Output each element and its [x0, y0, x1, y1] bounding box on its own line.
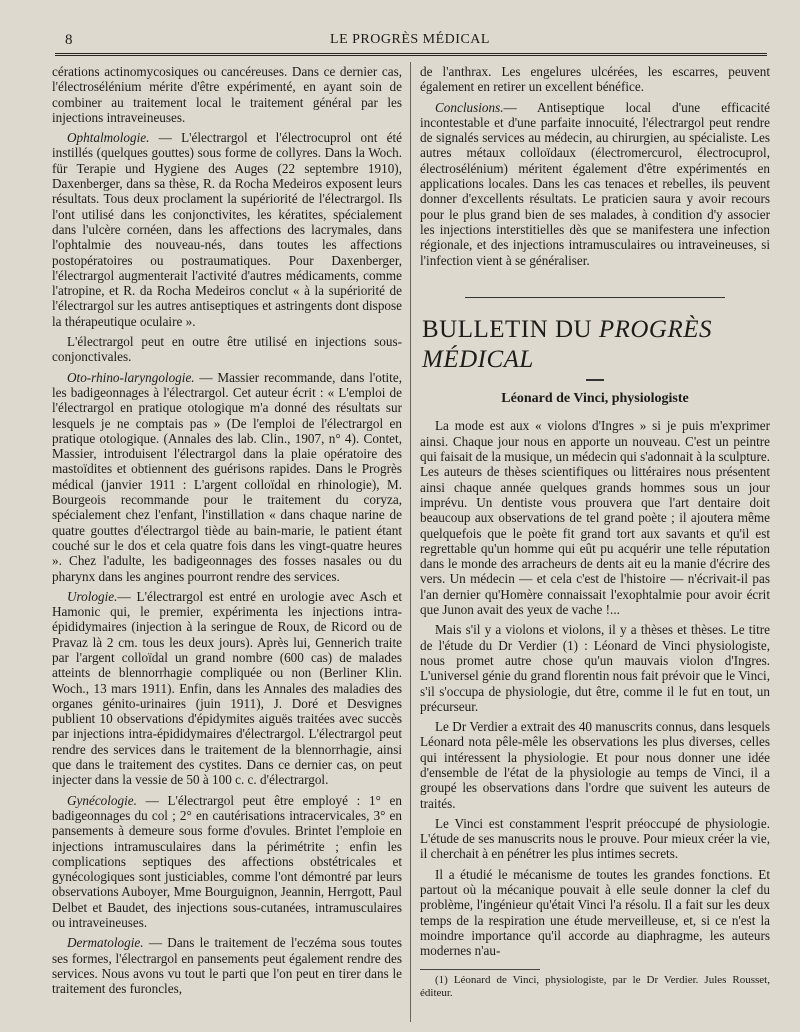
right_column_article-paragraph: Mais s'il y a violons et violons, il y a thèses et thèses. Le titre de l'étude du Dr Verdier (1) : Léonard de Vinci physiologiste, nous promet autre chose qu'un mauvais violon d'Ingres. L'universel génie du grand florentin nous fait prévoir que le Vinci, s'il s'occupa de physiologie, dut être, comme il le fut en tout, un précurseur.	[420, 622, 770, 714]
right_column_article-paragraph: Il a étudié le mécanisme de toutes les grandes fonctions. Et partout où la mécanique pouvait à elle seule donner la clef du problème, l'ingénieur qu'était Vinci l'a résolu. Il a fait sur les deux temps de la respiration une étude merveilleuse, et, si ce n'est la moindre importance qu'il accorde au diaphragme, les auteurs modernes n'au-	[420, 866, 770, 959]
right_column_top-paragraph	[420, 100, 770, 268]
footnote-rule	[420, 969, 540, 970]
left_column-paragraph	[52, 334, 402, 365]
paragraph-text: — Massier recommande, dans l'otite, les badigeonnages à l'électrargol. Cet auteur écrit : « L'emploi de l'électrargol en pratique otologique m'a donné des résultats sur lesquels je ne comptais pas » (De l'emploi de l'électrargol en pratique otologique. (Annales des lab. Clin., 1907, n° 4). Contet, Massier, introduisent l'électrargol dans la plaie opératoire des mastoïdites et obtiennent des guérisons rapides. Dans le Progrès médical (janvier 1911 : L'argent colloïdal en rhinologie), M. Bourgeois recommande pour le traitement du coryza, spécialement chez l'enfant, l'instillation « dans chaque narine de quatre gouttes d'électrargol tiède au bain-marie, le patient étant couché sur le dos et cela quatre fois dans les vingt-quatre heures ». Chez l'adulte, les badigeonnages des fosses nasales ou du pharynx dans les angines pourront rendre des services.	[52, 369, 402, 584]
paragraph-text: cérations actinomycosiques ou cancéreuses. Dans ce dernier cas, l'électrosélénium mérite d'être expérimenté, en ayant soin de combiner au traitement local le traitement général par les injections intraveineuses.	[52, 64, 402, 125]
right_column_article-paragraph: Le Dr Verdier a extrait des 40 manuscrits connus, dans lesquels Léonard nota pêle-mêle les observations les plus diverses, celles qui intéressent la physiologie. Et pour nous donner une idée d'ensemble de l'état de la physiologie au temps de Vinci, il a groupé les observations dans l'ordre que suivent les auteurs de traités.	[420, 719, 770, 811]
left_column-paragraph	[52, 130, 402, 329]
right_column_top-paragraph	[420, 64, 770, 95]
right_column_article-paragraph: La mode est aux « violons d'Ingres » si je puis m'exprimer ainsi. Chaque jour nous en apporte un nouveau. C'est un peintre qui faisait de la musique, un médecin qui s'adonnait à la sculpture. Les auteurs de thèses scientifiques ou littéraires nous présentent ainsi chaque année quelques grands hommes sous un jour imprévu. Un dentiste vous prouvera que l'art dentaire doit beaucoup aux observations de tel grand poète ; il ajoutera même quelquefois que le poète fit grand tort aux savants et qu'il est regrettable qu'un homme qui eût pu acquérir une telle réputation dans le monde des arracheurs de dents ait eu la manie d'écrire des vers. Un médecin — et cela c'est de l'histoire — n'écrivait-il pas l'an dernier qu'Homère connaissait l'exophtalmie pour avoir écrit que Junon avait des yeux de vache !...	[420, 418, 770, 618]
article-body	[420, 418, 770, 958]
ornament-divider	[420, 286, 770, 301]
paragraph-text: — Dans le traitement de l'eczéma sous toutes ses formes, l'électrargol en pansements peut également rendre des services. Nous avons vu tout le parti que l'on peut en tirer dans le traitement des furoncles,	[52, 935, 402, 997]
right_column_article-paragraph: Le Vinci est constamment l'esprit préoccupé de physiologie. L'étude de ses manuscrits nous le prouve. Pour mieux créer la vie, il cherchait à en pénétrer les plus intimes secrets.	[420, 815, 770, 862]
paragraph-text: — Antiseptique local d'une efficacité incontestable et d'une parfaite innocuité, l'électrargol peut rendre de signalés services au médecin, au chirurgien, au spécialiste. Les autres métaux colloïdaux (électromercurol, électrocuprol, électrosélénium) méritent également d'être expérimentés en applications locales. Dans les cas tenaces et rebelles, ils peuvent donner d'excellents résultats. Le praticien saura y avoir recours pour le plus grand bien de ses malades, à condition d'y associer les injections interstitielles dès que se manifestera une infection régionale, et des injections intramusculaires ou intraveineuses, si l'infection vient à se généraliser.	[420, 99, 770, 268]
paragraph-text: — L'électrargol peut être employé : 1° en badigeonnages du col ; 2° en cautérisations intracervicales, 3° en pansements à demeure sous forme d'ovules. Brintet l'emploie en injections intramusculaires dans la périmétrite ; enfin les complications septiques des affections obstétricales et gynécologiques sont justiciables, comme l'ont démontré par leurs observations Auboyer, Mme Bourguignon, Jeannin, Herrgott, Paul Delbet et Baudet, des injections sous-cutanées, intramusculaires ou intraveineuses.	[52, 792, 402, 931]
header-rule	[55, 53, 767, 56]
page-number: 8	[65, 32, 73, 48]
section-rubric: Urologie.	[67, 588, 118, 604]
paragraph-text: de l'anthrax. Les engelures ulcérées, les escarres, peuvent également en retirer un excellent bénéfice.	[420, 64, 770, 95]
left_column-paragraph	[52, 64, 402, 125]
left_column-paragraph	[52, 589, 402, 788]
right-column	[420, 64, 770, 1005]
paragraph-text: L'électrargol peut en outre être utilisé en injections sous-conjonctivales.	[52, 334, 402, 365]
column-divider	[410, 62, 411, 1022]
section-rubric: Conclusions.	[435, 99, 504, 115]
journal-title: LE PROGRÈS MÉDICAL	[330, 32, 490, 47]
short-rule	[586, 379, 604, 381]
footnote: (1) Léonard de Vinci, physiologiste, par le Dr Verdier. Jules Rousset, éditeur.	[420, 973, 770, 999]
right-column-top	[420, 64, 770, 268]
section-rubric: Dermatologie.	[67, 935, 144, 951]
article-title: Léonard de Vinci, physiologiste	[501, 391, 689, 407]
bulletin-title: BULLETIN DU PROGRÈS MÉDICAL	[422, 316, 713, 374]
left_column-paragraph	[52, 793, 402, 931]
left-column	[52, 64, 402, 1002]
paragraph-text: — L'électrargol et l'électrocuprol ont été instillés (quelques gouttes) sous forme de collyres. Dans la Woch. für Terapie und Hygiene des Auges (22 septembre 1910), Daxenberger, dans sa thèse, R. da Rocha Medeiros exposent leurs résultats. Tous deux proclament la supériorité de l'électrargol. Ils l'ont utilisé dans les conjonctivites, les kératites, spécialement dans l'ulcère cornéen, dans les affections des lacrymales, dans l'ophtalmie des nouveau-nés, dans toutes les affections postopératoires ou postraumatiques. Pour Daxenberger, l'électrargol augmenterait l'activité d'autres médicaments, comme l'atropine, et R. da Rocha Medeiros conclut « à la supériorité de l'électrargol sur les autres antiseptiques et astringents dont dispose la thérapeutique oculaire ».	[52, 130, 402, 329]
section-rubric: Gynécologie.	[67, 792, 137, 808]
left_column-paragraph	[52, 935, 402, 996]
left_column-paragraph	[52, 370, 402, 584]
section-rubric: Oto-rhino-laryngologie.	[67, 369, 195, 385]
page-header	[55, 30, 765, 52]
paragraph-text: — L'électrargol est entré en urologie avec Asch et Hamonic qui, le premier, expérimenta les injections intra-épididymaires (injection à la seringue de Roux, de Ricord ou de Pravaz là 2 cm. tous les deux jours). Après lui, Gennerich traite par l'argent colloïdal un grand nombre (600 cas) de malades atteints de blennorrhagie compliquée ou non (Berliner Klin. Woch., 13 mars 1911). Enfin, dans les Annales des maladies des organes génito-urinaires (juin 1911), J. Doré et Desvignes publient 10 observations d'épidymites aiguës traitées avec succès par injections intra-épididymaires d'électrargol. L'électrargol peut rendre des services dans le traitement de la blennorrhagie, ainsi que dans le traitement des cystites. Dans ce dernier cas, on peut injecter dans la vessie de 50 à 100 c. c. d'électrargol.	[52, 588, 402, 788]
section-rubric: Ophtalmologie.	[67, 130, 150, 146]
